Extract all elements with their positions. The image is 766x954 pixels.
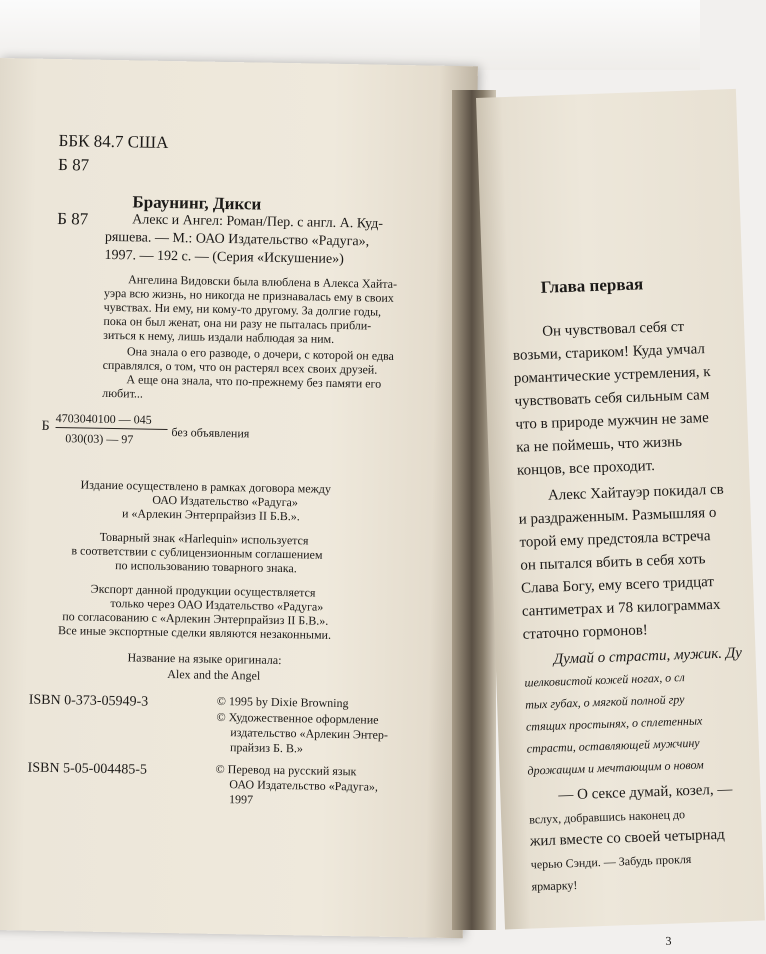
text-line: жил вместе со своей четырнад — [529, 826, 726, 850]
text-line: чувствовать себя сильным сам — [514, 387, 710, 410]
copyright-line: © Художественное оформление — [216, 709, 379, 727]
text-line: сантиметрах и 78 килограммах — [521, 596, 721, 620]
agreement-line: и «Арлекин Энтерпрайзиз II Б.В.». — [121, 506, 300, 524]
text-line: статочно гормонов! — [522, 622, 649, 643]
text-line: ярмарку! — [531, 877, 578, 894]
text-line: концов, все проходит. — [516, 457, 656, 479]
annotation-line: зиться к нему, лишь издали наблюдая за ним. — [103, 327, 335, 346]
copyright-line: ОАО Издательство «Радуга», — [229, 777, 379, 794]
text-line-italic: тых губах, о мягкой полной гру — [524, 692, 685, 712]
left-page — [0, 58, 478, 938]
annotation-line: пока он был женат, она ни разу не пыталась прибли- — [103, 313, 372, 333]
annotation-line: уэра всю жизнь, но никогда не признавалась ему в своих — [103, 285, 395, 305]
annotation-line: Она знала о его разводе, о дочери, с которой он едва — [126, 344, 394, 363]
trademark-line: Товарный знак «Harlequin» используется — [99, 529, 309, 548]
copyright-line: © Перевод на русский язык — [215, 761, 357, 779]
text-line: черью Сэнди. — Забудь прокля — [530, 851, 692, 872]
text-line-italic: стящих простынях, о сплетенных — [525, 713, 703, 734]
text-line: возьми, стариком! Куда умчал — [512, 341, 706, 364]
code-letter: Б — [41, 418, 50, 434]
code-note: без объявления — [171, 425, 250, 441]
description-line: 1997. — 192 с. — (Серия «Искушение») — [104, 247, 344, 268]
code-denominator: 030(03) — 97 — [65, 431, 134, 447]
text-line: ка не поймешь, что жизнь — [515, 434, 683, 456]
text-line-italic: дрожащим и мечтающим о новом — [527, 757, 704, 778]
annotation-line: чувствах. Ни ему, ни кому-то другому. За долгие годы, — [103, 299, 382, 319]
annotation-line: Ангелина Видовски была влюблена в Алекса Хайта- — [128, 272, 398, 291]
text-line: торой ему предстояла встреча — [519, 528, 711, 551]
text-line: вслух, добравшись наконец до — [528, 807, 686, 827]
text-line: романтические устремления, к — [513, 363, 711, 387]
export-line: Все иные экспортные сделки являются незаконными. — [57, 623, 332, 642]
catalog-index: Б 87 — [57, 155, 90, 175]
annotation-line: справлялся, о том, что он растерял всех своих друзей. — [102, 357, 378, 377]
right-page — [476, 89, 765, 948]
text-line: — О сексе думай, козел, — — [558, 781, 733, 804]
text-line-italic: страсти, оставляющей мужчину — [526, 735, 700, 756]
agreement-line: ОАО Издательство «Радуга» — [152, 492, 299, 510]
trademark-line: в соответствии с сублицензионным соглашением — [71, 543, 323, 562]
export-line: по согласованию с «Арлекин Энтерпрайзиз II Б.В.». — [62, 609, 329, 628]
original-title: Alex and the Angel — [167, 667, 261, 683]
text-line: он пытался вбить в себя хоть — [520, 551, 706, 574]
bbk-code: ББК 84.7 США — [58, 131, 169, 152]
text-line: и раздраженным. Размышляя о — [518, 504, 717, 528]
book-author: Браунинг, Дикси — [132, 192, 262, 214]
export-line: Экспорт данной продукции осуществляется — [90, 581, 316, 600]
copyright-line: 1997 — [228, 792, 254, 807]
annotation-line: А еще она знала, что по-прежнему без памяти его — [126, 372, 382, 391]
text-line: Он чувствовал себя ст — [541, 318, 685, 340]
description-line: Алекс и Ангел: Роман/Пер. с англ. А. Куд- — [132, 212, 384, 232]
isbn-translation: ISBN 5-05-004485-5 — [27, 760, 148, 778]
entry-index: Б 87 — [57, 209, 89, 229]
trademark-line: по использованию товарного знака. — [115, 558, 297, 576]
annotation-line: любит... — [102, 385, 144, 401]
copyright-line: издательство «Арлекин Энтер- — [230, 725, 389, 742]
text-line: Слава Богу, ему всего тридцат — [520, 573, 715, 597]
isbn-original: ISBN 0-373-05949-3 — [28, 692, 149, 710]
export-line: только через ОАО Издательство «Радуга» — [110, 596, 324, 614]
page-number: 3 — [665, 933, 672, 948]
chapter-title: Глава первая — [540, 274, 644, 297]
code-numerator: 4703040100 — 045 — [55, 411, 152, 427]
text-line-italic: Думай о страсти, мужик. Ду — [553, 645, 743, 668]
original-title-label: Название на языке оригинала: — [127, 650, 282, 668]
description-line: ряшева. — М.: ОАО Издательство «Радуга», — [104, 229, 370, 250]
copyright-line: прайзиз Б. В.» — [229, 740, 304, 756]
text-line-italic: шелковистой кожей ногах, о сл — [524, 670, 685, 690]
text-line: что в природе мужчин не заме — [515, 410, 710, 433]
copyright-line: © 1995 by Dixie Browning — [216, 693, 349, 711]
agreement-line: Издание осуществлено в рамках договора между — [80, 477, 332, 496]
text-line: Алекс Хайтауэр покидал св — [547, 481, 724, 504]
